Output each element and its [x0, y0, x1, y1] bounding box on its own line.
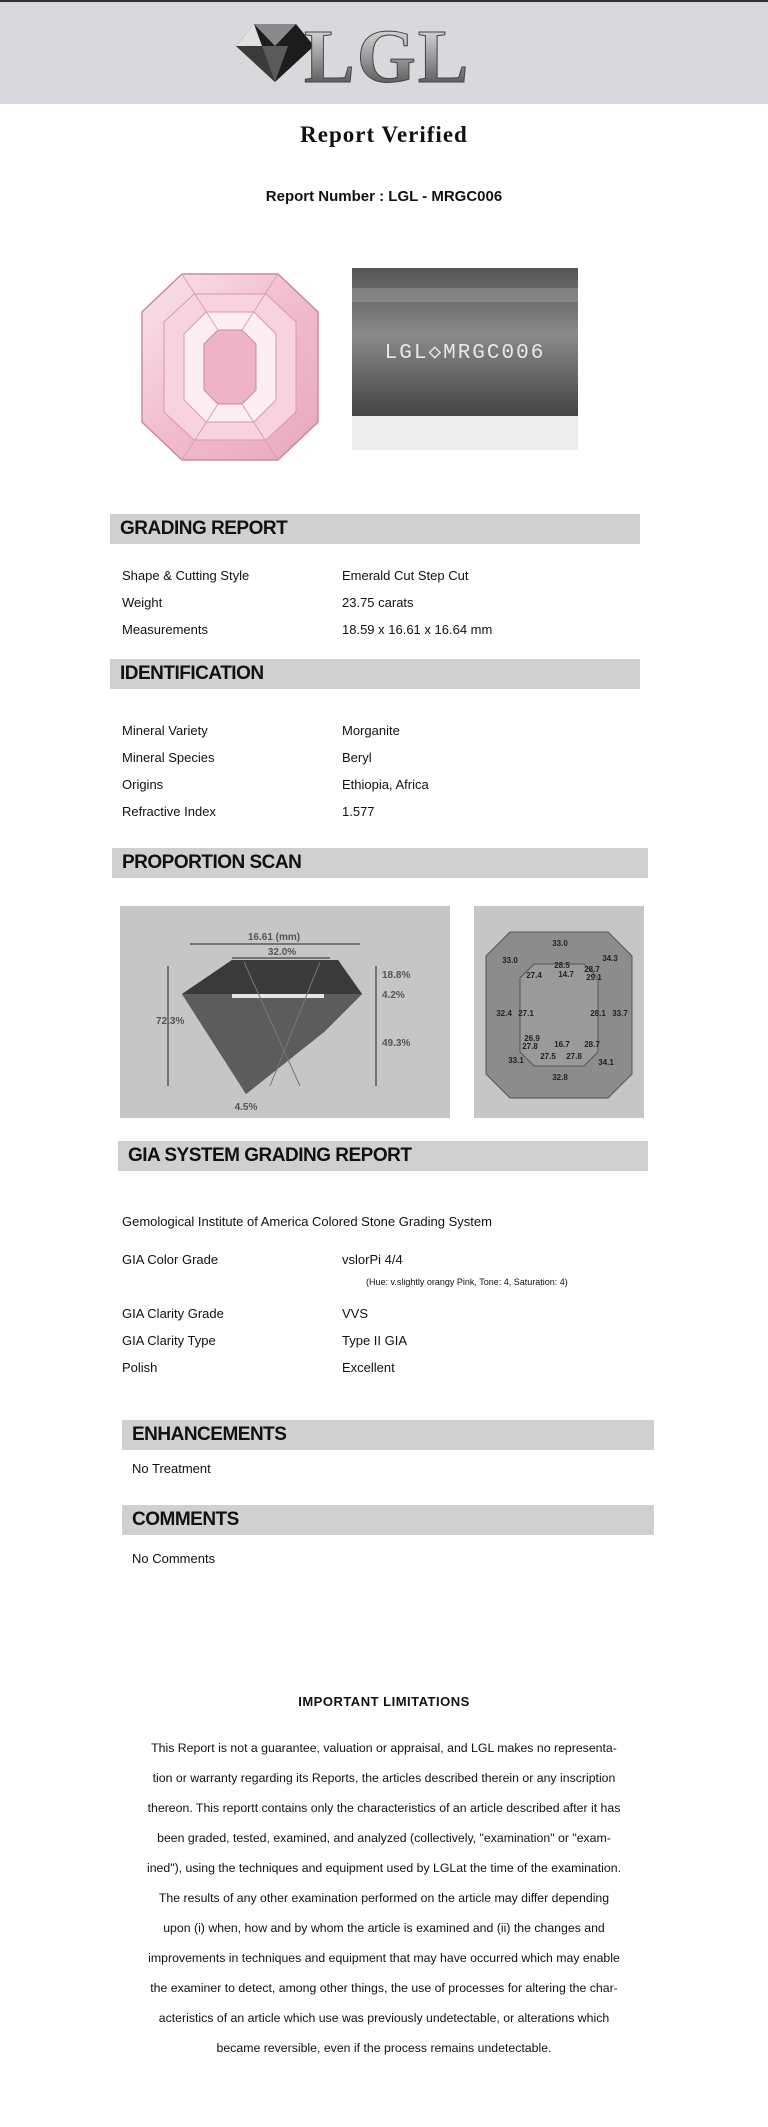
svg-text:49.3%: 49.3%	[382, 1038, 411, 1049]
inscription-photo	[352, 268, 578, 450]
proportion-side-view	[120, 906, 450, 1118]
inscription-text: LGL◇MRGC006	[384, 342, 546, 365]
svg-text:14.7: 14.7	[558, 970, 574, 979]
comments-text: No Comments	[132, 1551, 216, 1566]
svg-text:16.7: 16.7	[554, 1040, 570, 1049]
proportion-top-view	[474, 906, 644, 1118]
svg-text:28.5: 28.5	[554, 961, 570, 970]
lgl-logo	[232, 16, 492, 96]
svg-text:34.1: 34.1	[598, 1058, 614, 1067]
gia-heading: GIA SYSTEM GRADING REPORT	[118, 1141, 648, 1171]
svg-text:27.8: 27.8	[522, 1042, 538, 1051]
svg-text:33.1: 33.1	[508, 1056, 524, 1065]
page-title: Report Verified	[300, 122, 468, 147]
svg-text:16.61 (mm): 16.61 (mm)	[247, 932, 301, 943]
svg-text:33.7: 33.7	[612, 1009, 628, 1018]
enhancements-text: No Treatment	[132, 1461, 211, 1476]
gia-subtitle: Gemological Institute of America Colored Stone Grading System	[122, 1214, 492, 1229]
header-bar	[0, 0, 768, 104]
svg-text:28.7: 28.7	[584, 1040, 600, 1049]
svg-text:28.7: 28.7	[584, 965, 600, 974]
svg-text:34.3: 34.3	[602, 954, 618, 963]
svg-text:29.1: 29.1	[586, 973, 602, 982]
top-view-diagram	[474, 906, 644, 1118]
svg-text:26.9: 26.9	[524, 1034, 540, 1043]
enhancements-heading: ENHANCEMENTS	[122, 1420, 654, 1450]
report-number: Report Number : LGL - MRGC006	[265, 188, 503, 205]
svg-text:4.5%: 4.5%	[234, 1102, 258, 1113]
limitations-heading: IMPORTANT LIMITATIONS	[298, 1694, 470, 1709]
svg-text:27.5: 27.5	[540, 1052, 556, 1061]
identification-heading: IDENTIFICATION	[110, 659, 640, 689]
svg-text:27.1: 27.1	[518, 1009, 534, 1018]
svg-text:72.3%: 72.3%	[156, 1016, 185, 1027]
svg-text:32.4: 32.4	[496, 1009, 512, 1018]
svg-text:27.8: 27.8	[566, 1052, 582, 1061]
svg-text:32.8: 32.8	[552, 1073, 568, 1082]
diamond-icon	[236, 24, 314, 82]
gem-photo	[132, 268, 328, 464]
svg-text:4.2%: 4.2%	[382, 990, 405, 1001]
comments-heading: COMMENTS	[122, 1505, 654, 1535]
svg-text:33.0: 33.0	[502, 956, 518, 965]
svg-text:33.0: 33.0	[552, 939, 568, 948]
limitations-body: This Report is not a guarantee, valuation or appraisal, and LGL makes no representa- tion or warranty regarding its Reports, the articles described therein or any inscription thereon. This reportt contains only the characteristics of an article described after it has been graded, tested, examined, and analyzed (collectively, "examination" or "exam- ined"), using the techniques and equipment used by LGLat the time of the examination. The results of any other examination performed on the article may differ depending upon (i) when, how and by whom the article is examined and (ii) the changes and improvements in techniques and equipment that may have occurred which may enable the examiner to detect, among other things, the use of processes for altering the char- acteristics of an article which use was previously undetectable, or alterations which became reversible, even if the process remains undetectable.	[146, 1741, 621, 2055]
svg-text:28.1: 28.1	[590, 1009, 606, 1018]
side-profile-diagram	[120, 906, 450, 1118]
svg-text:32.0%: 32.0%	[267, 947, 297, 958]
grading-report-heading: GRADING REPORT	[110, 514, 640, 544]
svg-text:27.4: 27.4	[526, 971, 542, 980]
svg-text:18.8%: 18.8%	[382, 970, 411, 981]
gia-color-note: (Hue: v.slightly orangy Pink, Tone: 4, Saturation: 4)	[366, 1277, 568, 1287]
logo-text: LGL	[304, 16, 471, 96]
proportion-scan-heading: PROPORTION SCAN	[112, 848, 648, 878]
